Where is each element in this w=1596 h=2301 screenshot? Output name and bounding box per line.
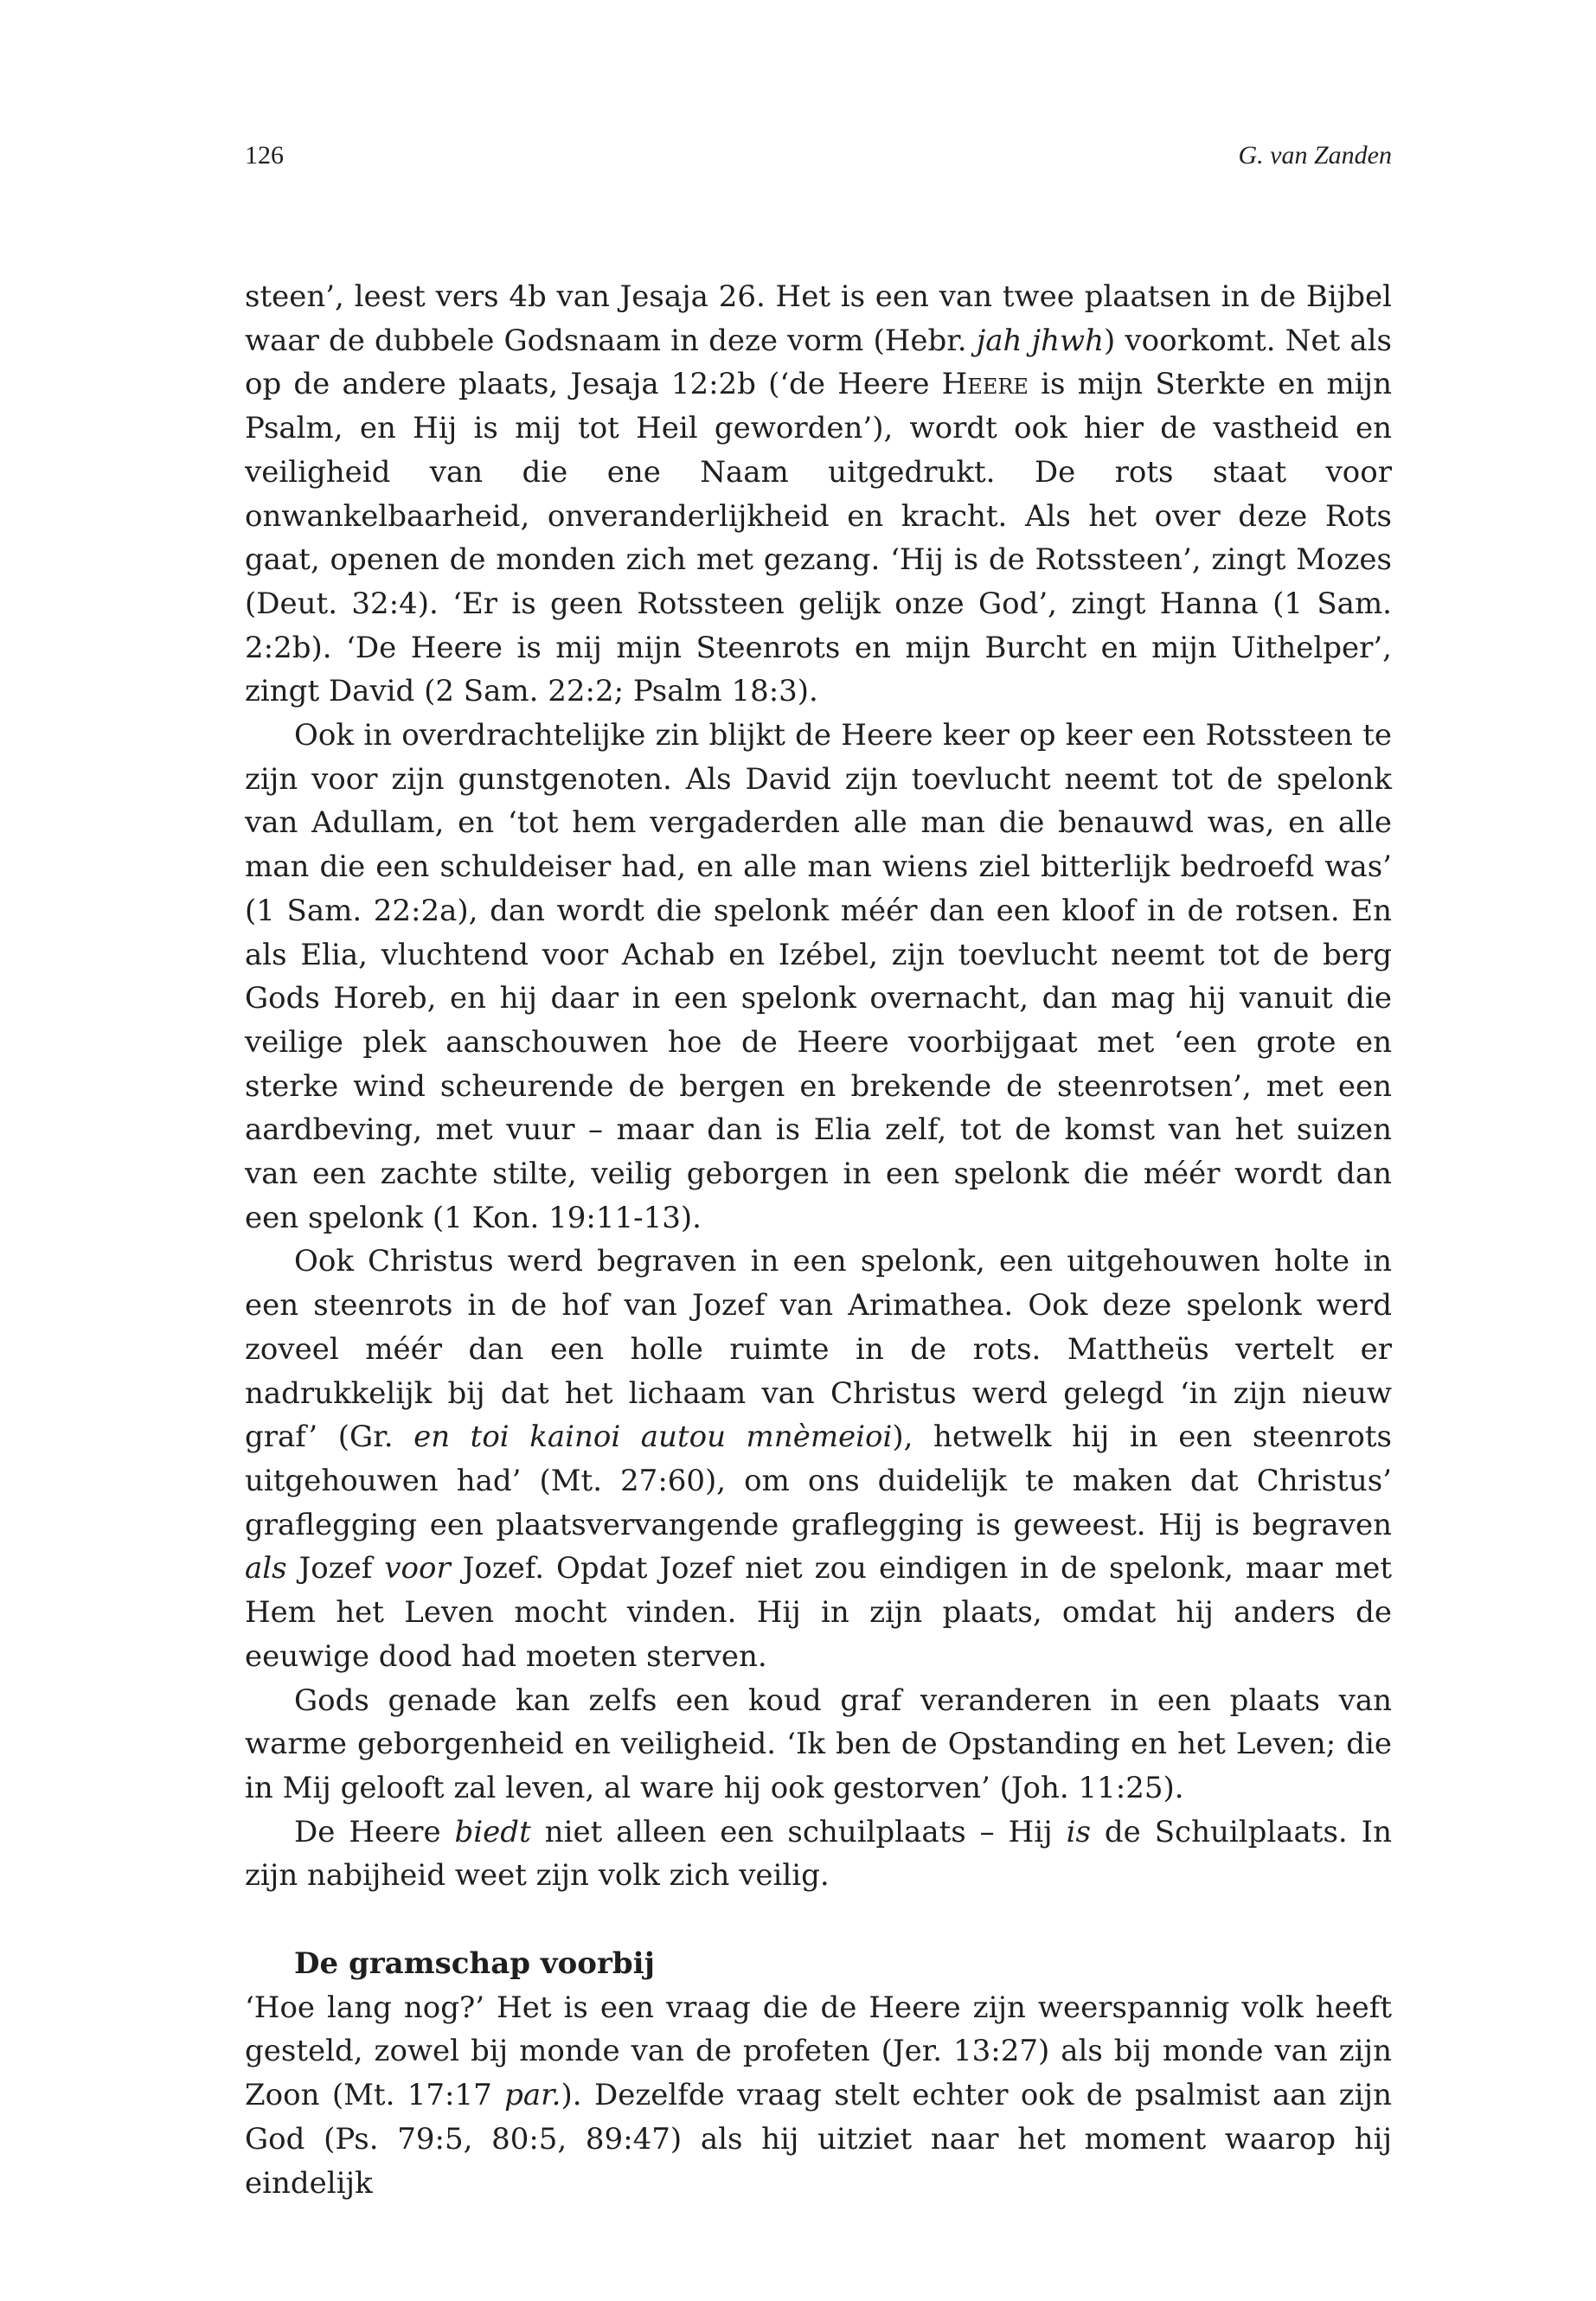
section-heading: De gramschap voorbij	[294, 1946, 655, 1982]
paragraph-3	[245, 1240, 1392, 1678]
emphasis: par.	[504, 2078, 561, 2113]
text-run: de Schuilplaats. In zijn nabijheid weet zijn volk zich veilig.	[245, 1814, 1392, 1894]
paragraph-4: Gods genade kan zelfs een koud graf veranderen in een plaats van warme geborgenheid en veiligheid. ‘Ik ben de Opstanding en het Leven; die in Mij gelooft zal leven, al ware hij ook gestorven’ (Joh. 11:25).	[245, 1682, 1392, 1805]
running-head: G. van Zanden	[1238, 141, 1392, 170]
greek-transliteration: en toi kainoi autou mnèmeioi	[413, 1420, 893, 1455]
page-number: 126	[245, 141, 284, 170]
body-text	[245, 275, 1392, 2205]
text-run: ). Dezelfde vraag stelt echter ook de psalmist aan zijn God (Ps. 79:5, 80:5, 89:47) als hij uitziet naar het moment waarop hij eindelijk	[245, 2078, 1392, 2201]
divine-name-smallcaps: Heere	[941, 367, 1029, 402]
text-run: steen’, leest vers 4b van Jesaja 26. Het is een van twee plaatsen in de Bijbel waar de dubbele Godsnaam in deze vorm (Hebr.	[245, 279, 1392, 358]
paragraph-2: Ook in overdrachtelijke zin blijkt de Heere keer op keer een Rotssteen te zijn voor zijn gunstgenoten. Als David zijn toevlucht neemt tot de spelonk van Adullam, en ‘tot hem vergaderden alle man die benauwd was, en alle man die een schuldeiser had, en alle man wiens ziel bitterlijk bedroefd was’ (1 Sam. 22:2a), dan wordt die spelonk méér dan een kloof in de rotsen. En als Elia, vluchtend voor Achab en Izébel, zijn toevlucht neemt tot de berg Gods Horeb, en hij daar in een spelonk overnacht, dan mag hij vanuit die veilige plek aanschouwen hoe de Heere voorbijgaat met ‘een grote en sterke wind scheurende de bergen en brekende de steenrotsen’, met een aardbeving, met vuur – maar dan is Elia zelf, tot de komst van het suizen van een zachte stilte, veilig geborgen in een spelonk die méér wordt dan een spelonk (1 Kon. 19:11-13).	[245, 718, 1392, 1235]
emphasis: is	[1066, 1814, 1091, 1849]
text-run: Jozef	[286, 1551, 385, 1586]
emphasis: voor	[384, 1551, 451, 1586]
text-run: Jozef. Opdat Jozef niet zou eindigen in de spelonk, maar met Hem het Leven mocht vinden. Hij in zijn plaats, omdat hij anders de eeuwige dood had moeten sterven.	[245, 1551, 1392, 1674]
paragraph-1	[245, 275, 1392, 714]
text-run: ‘Hoe lang nog?’ Het is een vraag die de Heere zijn weerspannig volk heeft gesteld, zowel bij monde van de profeten (Jer. 13:27) als bij monde van zijn Zoon (Mt. 17:17	[245, 1990, 1392, 2113]
text-run: is mijn Sterkte en mijn Psalm, en Hij is mij tot Heil geworden’), wordt ook hier de vastheid en veiligheid van die ene Naam uitgedrukt. De rots staat voor onwankelbaarheid, onveranderlijkheid en kracht. Als het over deze Rots gaat, openen de monden zich met gezang. ‘Hij is de Rotssteen’, zingt Mozes (Deut. 32:4). ‘Er is geen Rotssteen gelijk onze God’, zingt Hanna (1 Sam. 2:2b). ‘De Heere is mij mijn Steenrots en mijn Burcht en mijn Uithelper’, zingt David (2 Sam. 22:2; Psalm 18:3).	[245, 367, 1392, 709]
section-paragraph-1	[245, 1986, 1392, 2206]
text-run: niet alleen een schuilplaats – Hij	[530, 1814, 1067, 1849]
text-run: Ook Christus werd begraven in een spelonk, een uitgehouwen holte in een steenrots in de hof van Jozef van Arimathea. Ook deze spelonk werd zoveel méér dan een holle ruimte in de rots. Mattheüs vertelt er nadrukkelijk bij dat het lichaam van Christus werd gelegd ‘in zijn nieuw graf’ (Gr.	[245, 1244, 1392, 1455]
emphasis: als	[245, 1551, 287, 1586]
emphasis: biedt	[454, 1814, 531, 1849]
hebrew-transliteration: jah jhwh	[976, 323, 1105, 358]
text-run: De Heere	[294, 1814, 455, 1849]
paragraph-5	[245, 1811, 1392, 1898]
text-run: ), hetwelk hij in een steenrots uitgehouwen had’ (Mt. 27:60), om ons duidelijk te maken dat Christus’ graflegging een plaatsvervangende graflegging is geweest. Hij is begraven	[245, 1420, 1393, 1542]
page-header	[245, 138, 1392, 173]
text-run: ) voorkomt. Net als op de andere plaats, Jesaja 12:2b (‘de Heere	[245, 323, 1393, 402]
